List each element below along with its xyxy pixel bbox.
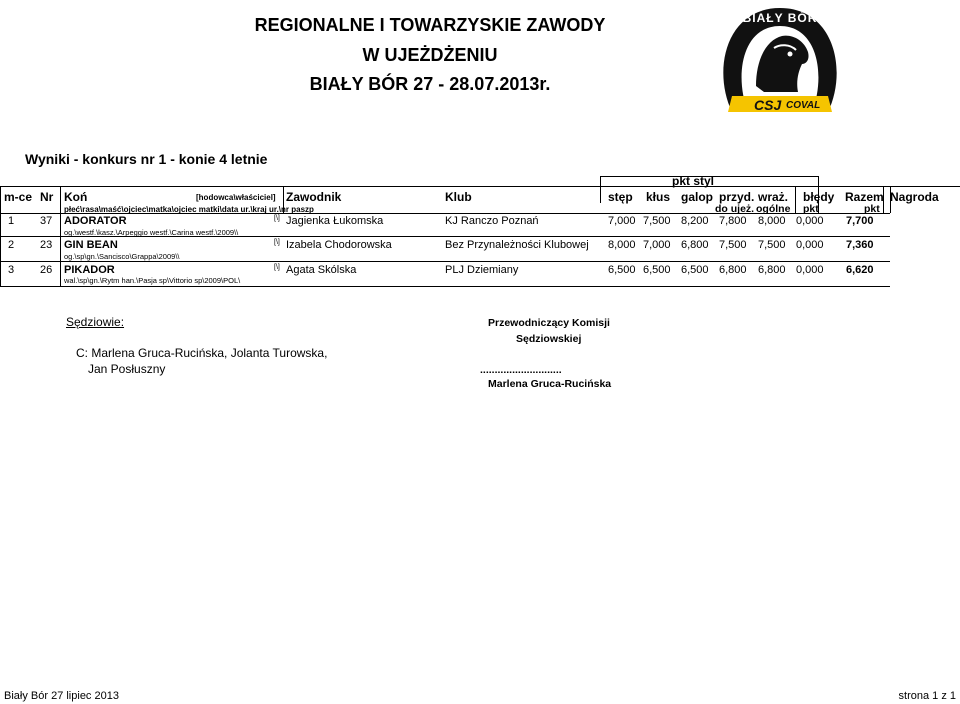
row-divider [0, 261, 890, 262]
row-divider [0, 286, 890, 287]
row-rider: Jagienka Łukomska [286, 215, 384, 227]
header-nr: Nr [40, 190, 54, 204]
header-total-unit: pkt [864, 203, 880, 215]
row-mark: [\] [274, 215, 280, 222]
row-horse: ADORATOR [64, 215, 127, 227]
footer-date: Biały Bór 27 lipiec 2013 [4, 690, 119, 702]
header-errors-unit: pkt [803, 203, 819, 215]
row-nr: 37 [40, 215, 53, 227]
event-logo [718, 0, 842, 130]
row-mark: [\] [274, 264, 280, 271]
row-total: 7,700 [846, 215, 874, 227]
row-mark: [\] [274, 239, 280, 246]
row-club: KJ Ranczo Poznań [445, 215, 539, 227]
header-total: Razem [845, 190, 884, 204]
row-impression: 6,800 [758, 264, 786, 276]
header-trot: kłus [646, 190, 671, 204]
col-line [600, 176, 601, 203]
row-errors: 0,000 [796, 239, 824, 251]
judges-label: Sędziowie: [66, 315, 125, 329]
row-rider: Agata Skólska [286, 264, 357, 276]
header-horse-details: płeć\rasa\maść\ojciec\matka\ojciec matki\data ur.\kraj ur.\nr paszp [64, 205, 314, 214]
header-club: Klub [445, 190, 472, 204]
row-canter: 6,500 [681, 264, 709, 276]
event-title-line1: REGIONALNE I TOWARZYSKIE ZAWODY [254, 15, 606, 35]
svg-text:COVAL: COVAL [786, 100, 821, 111]
row-errors: 0,000 [796, 264, 824, 276]
row-details: og.\westf.\kasz.\Arpeggio westf.\Carina westf.\2009\\ [64, 228, 239, 237]
row-total: 6,620 [846, 264, 874, 276]
col-line [60, 186, 61, 286]
header-rider: Zawodnik [286, 190, 342, 204]
row-nr: 23 [40, 239, 53, 251]
row-horse: GIN BEAN [64, 239, 118, 251]
header-errors: błędy [803, 190, 835, 204]
row-place: 3 [8, 264, 15, 276]
row-place: 2 [8, 239, 15, 251]
row-rider: Izabela Chodorowska [286, 239, 392, 251]
horseshoe-logo-icon [718, 0, 842, 130]
header-prize: Nagroda [890, 190, 939, 204]
row-errors: 0,000 [796, 215, 824, 227]
row-nr: 26 [40, 264, 53, 276]
header-walk: stęp [608, 190, 633, 204]
col-line [0, 186, 1, 286]
row-walk: 8,000 [608, 239, 636, 251]
competition-subtitle: Wyniki - konkurs nr 1 - konie 4 letnie [25, 151, 268, 167]
table-header-line [0, 186, 960, 187]
row-trot: 7,500 [643, 215, 671, 227]
row-impression: 7,500 [758, 239, 786, 251]
header-style-group: pkt styl [672, 174, 715, 188]
header-impression: wraż. [758, 190, 789, 204]
row-club: PLJ Dziemiany [445, 264, 519, 276]
chair-title-line2: Sędziowskiej [516, 333, 582, 345]
header-horse: Koń [64, 190, 88, 204]
row-walk: 6,500 [608, 264, 636, 276]
row-canter: 8,200 [681, 215, 709, 227]
row-trot: 6,500 [643, 264, 671, 276]
row-horse: PIKADOR [64, 264, 115, 276]
row-canter: 6,800 [681, 239, 709, 251]
row-submission: 7,500 [719, 239, 747, 251]
svg-text:CSJ: CSJ [754, 97, 782, 113]
row-club: Bez Przynależności Klubowej [445, 239, 589, 251]
header-submission: przyd. [719, 190, 755, 204]
chair-name: Marlena Gruca-Rucińska [488, 378, 612, 390]
row-submission: 7,800 [719, 215, 747, 227]
judges-line1: C: Marlena Gruca-Rucińska, Jolanta Turowska, [76, 346, 328, 360]
row-place: 1 [8, 215, 15, 227]
svg-text:BIAŁY BÓR: BIAŁY BÓR [742, 11, 818, 25]
row-details: og.\sp\gn.\Sancisco\Grappa\2009\\ [64, 252, 180, 261]
header-owner: [hodowca\właściciel] [196, 193, 276, 202]
col-line [795, 186, 796, 213]
judges-line2: Jan Posłuszny [88, 362, 166, 376]
row-total: 7,360 [846, 239, 874, 251]
row-walk: 7,000 [608, 215, 636, 227]
header-canter: galop [681, 190, 713, 204]
chair-signature-line: ............................ [480, 364, 562, 376]
row-trot: 7,000 [643, 239, 671, 251]
header-overall: ogólne [756, 203, 791, 215]
row-impression: 8,000 [758, 215, 786, 227]
row-submission: 6,800 [719, 264, 747, 276]
row-details: wal.\sp\gn.\Rytm han.\Pasja sp\Vittorio sp\2009\POL\ [64, 276, 241, 285]
header-suitability: do ujeż. [715, 203, 755, 215]
header-place: m-ce [4, 190, 33, 204]
footer-page: strona 1 z 1 [898, 690, 956, 702]
chair-title-line1: Przewodniczący Komisji [488, 317, 610, 329]
event-title-line3: BIAŁY BÓR 27 - 28.07.2013r. [309, 74, 551, 94]
event-title-line2: W UJEŻDŻENIU [362, 45, 498, 65]
